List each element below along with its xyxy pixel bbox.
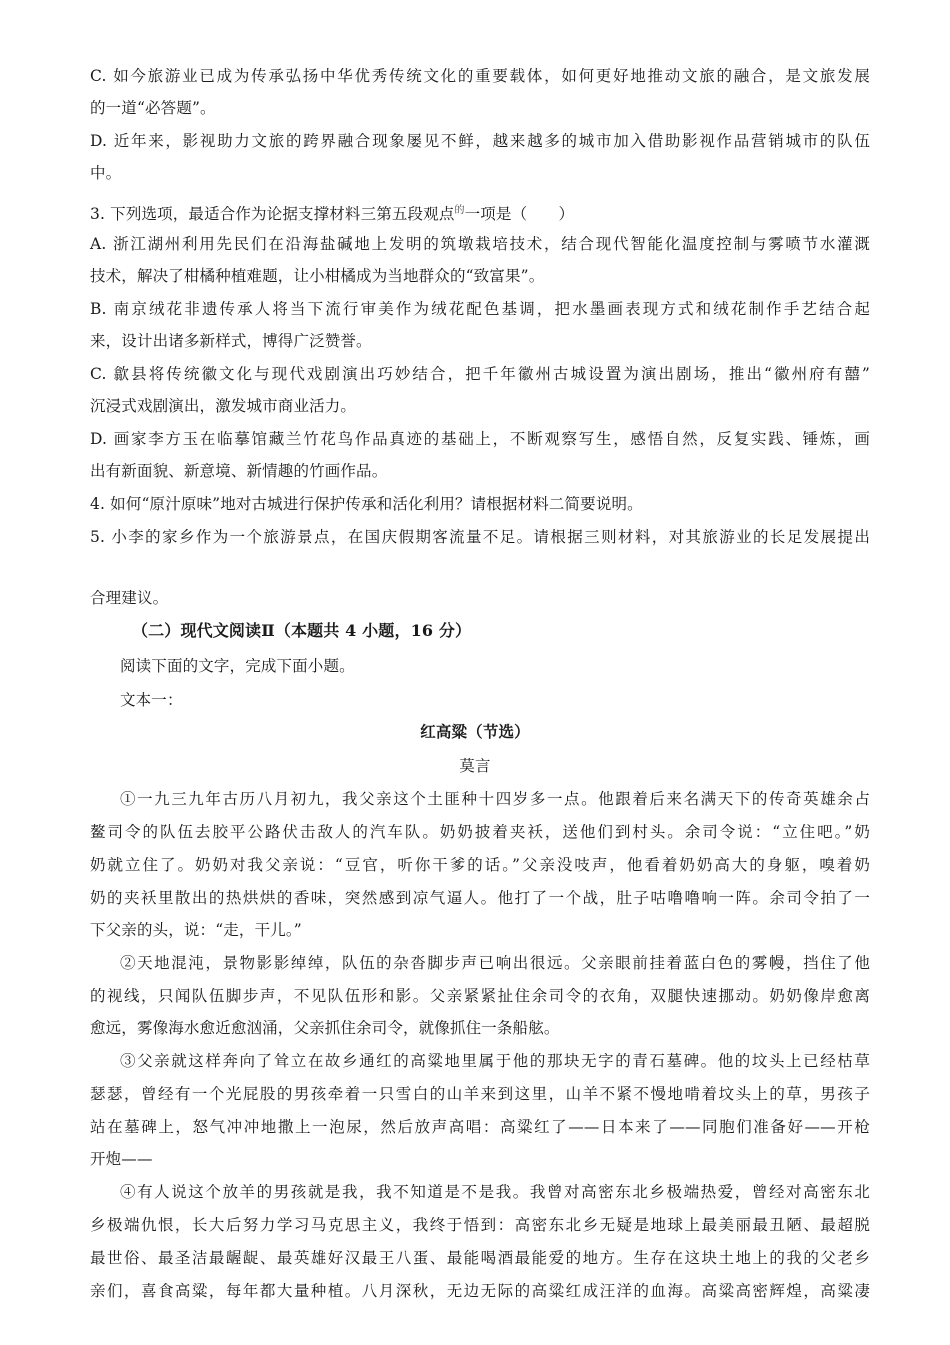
paragraph-1-line-4: 奶的夹袄里散出的热烘烘的香味，突然感到凉气逼人。他打了一个战，肚子咕噜噜响一阵。余司令拍了一 xyxy=(90,889,870,907)
q3-stem-text: 3. 下列选项，最适合作为论据支撑材料三第五段观点 xyxy=(90,205,455,223)
paragraph-1-line-3: 奶就立住了。奶奶对我父亲说：“豆官，听你干爹的话。”父亲没吱声，他看着奶奶高大的身躯，嗅着奶 xyxy=(90,856,870,874)
story-title: 红高粱（节选） xyxy=(420,722,530,741)
q3-stem-small-char: 的 xyxy=(454,205,465,216)
q5-line-2: 合理建议。 xyxy=(90,589,169,607)
q3-option-b-line-2: 来，设计出诸多新样式，博得广泛赞誉。 xyxy=(90,332,372,350)
paragraph-3-line-2: 瑟瑟，曾经有一个光屁股的男孩牵着一只雪白的山羊来到这里，山羊不紧不慢地啃着坟头上的草，男孩子 xyxy=(90,1085,870,1103)
paragraph-3-line-3: 站在墓碑上，怒气冲冲地撒上一泡尿，然后放声高唱：高粱红了——日本来了——同胞们准备好——开枪 xyxy=(90,1118,870,1136)
text-one-label: 文本一： xyxy=(120,691,183,709)
section-instruction: 阅读下面的文字，完成下面小题。 xyxy=(120,657,355,675)
q2-option-c-line-2: 的一道“必答题”。 xyxy=(90,99,216,117)
paragraph-2-line-2: 的视线，只闻队伍脚步声，不见队伍形和影。父亲紧紧扯住余司令的衣角，双腿快速挪动。奶奶像岸愈离 xyxy=(90,987,870,1005)
paragraph-4-line-3: 最世俗、最圣洁最龌龊、最英雄好汉最王八蛋、最能喝酒最能爱的地方。生存在这块土地上的我的父老乡 xyxy=(90,1249,870,1267)
q2-option-d-line-1: D. 近年来，影视助力文旅的跨界融合现象屡见不鲜，越来越多的城市加入借助影视作品营销城市的队伍 xyxy=(90,132,870,150)
q3-option-c-line-2: 沉浸式戏剧演出，激发城市商业活力。 xyxy=(90,397,357,415)
q5-line-1: 5. 小李的家乡作为一个旅游景点，在国庆假期客流量不足。请根据三则材料，对其旅游业的长足发展提出 xyxy=(90,528,870,546)
paragraph-4-line-4: 亲们，喜食高粱，每年都大量种植。八月深秋，无边无际的高粱红成汪洋的血海。高粱高密辉煌，高粱凄 xyxy=(90,1282,870,1300)
section-heading: （二）现代文阅读Ⅱ（本题共 4 小题，16 分） xyxy=(132,621,472,640)
paragraph-1-line-1: ①一九三九年古历八月初九，我父亲这个土匪种十四岁多一点。他跟着后来名满天下的传奇英雄余占 xyxy=(120,790,870,808)
q3-option-c-line-1: C. 歙县将传统徽文化与现代戏剧演出巧妙结合，把千年徽州古城设置为演出剧场，推出“徽州府有囍” xyxy=(90,365,870,383)
paragraph-1-line-5: 下父亲的头，说：“走，干儿。” xyxy=(90,921,302,939)
q3-stem xyxy=(90,201,870,224)
q3-option-b-line-1: B. 南京绒花非遗传承人将当下流行审美作为绒花配色基调，把水墨画表现方式和绒花制作手艺结合起 xyxy=(90,300,870,318)
paragraph-4-line-1: ④有人说这个放羊的男孩就是我，我不知道是不是我。我曾对高密东北乡极端热爱，曾经对高密东北 xyxy=(120,1183,870,1201)
q3-option-d-line-1: D. 画家李方玉在临摹馆藏兰竹花鸟作品真迹的基础上，不断观察写生，感悟自然，反复实践、锤炼，画 xyxy=(90,430,870,448)
paragraph-3-line-4: 开炮—— xyxy=(90,1150,153,1168)
q3-stem-answer-blank: 一项是（ ） xyxy=(464,205,575,223)
paragraph-2-line-3: 愈远，雾像海水愈近愈汹涌，父亲抓住余司令，就像抓住一条船舷。 xyxy=(90,1019,560,1037)
story-author: 莫言 xyxy=(459,757,491,775)
q2-option-d-line-2: 中。 xyxy=(90,164,122,182)
paragraph-1-line-2: 鳌司令的队伍去胶平公路伏击敌人的汽车队。奶奶披着夹袄，送他们到村头。余司令说：“立住吧。”奶 xyxy=(90,823,870,841)
q3-option-d-line-2: 出有新面貌、新意境、新情趣的竹画作品。 xyxy=(90,462,388,480)
q2-option-c-line-1: C. 如今旅游业已成为传承弘扬中华优秀传统文化的重要载体，如何更好地推动文旅的融合，是文旅发展 xyxy=(90,67,870,85)
paragraph-2-line-1: ②天地混沌，景物影影绰绰，队伍的杂沓脚步声已响出很远。父亲眼前挂着蓝白色的雾幔，挡住了他 xyxy=(120,954,870,972)
q3-option-a-line-2: 技术，解决了柑橘种植难题，让小柑橘成为当地群众的“致富果”。 xyxy=(90,267,545,285)
q3-option-a-line-1: A. 浙江湖州利用先民们在沿海盐碱地上发明的筑墩栽培技术，结合现代智能化温度控制与雾喷节水灌溉 xyxy=(90,235,870,253)
paragraph-4-line-2: 乡极端仇恨，长大后努力学习马克思主义，我终于悟到：高密东北乡无疑是地球上最美丽最丑陋、最超脱 xyxy=(90,1216,870,1234)
paragraph-3-line-1: ③父亲就这样奔向了耸立在故乡通红的高粱地里属于他的那块无字的青石墓碑。他的坟头上已经枯草 xyxy=(120,1052,870,1070)
q4-text: 4. 如何“原汁原味”地对古城进行保护传承和活化利用？请根据材料二简要说明。 xyxy=(90,495,643,513)
